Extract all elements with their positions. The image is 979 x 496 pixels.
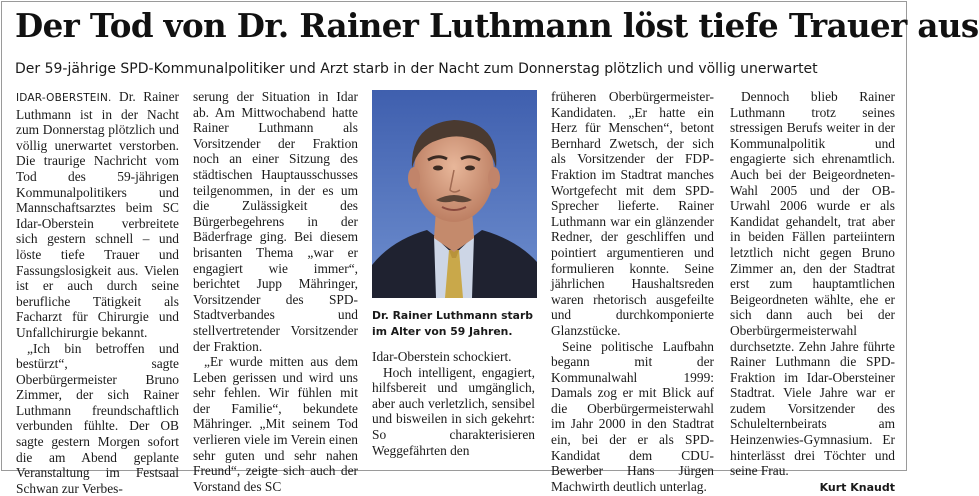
paragraph xyxy=(16,89,179,341)
paragraph: serung der Situation in Idar ab. Am Mittwochabend hatte Rainer Luthmann als Vorsitzender der Fraktion noch an einer Sitzung des städtischen Hauptausschusses teilgenommen, in der es um die Zulässigkeit des Bürgerbegehrens in der Bäderfrage ging. Bei diesem brisanten Thema „war er engagiert wie immer“, berichtet Jupp Mähringer, Vorsitzender des SPD-Stadtverbandes und stellvertretender Vorsitzender der Fraktion. xyxy=(193,89,358,354)
paragraph-text: Dr. Rainer Luthmann ist in der Nacht zum Donnerstag plötzlich und völlig unerwartet verstorben. Die traurige Nachricht vom Tod des 59-jährigen Kommunalpolitikers und Mannschaftsarztes beim SC Idar-Oberstein verbreitete sich gestern schnell – und löste tiefe Trauer und Fassungslosigkeit aus. Vielen ist er auch durch seine berufliche Tätigkeit als Facharzt für Chirurgie und Unfallchirurgie bekannt. xyxy=(16,89,179,340)
paragraph: „Er wurde mitten aus dem Leben gerissen und wird uns sehr fehlen. Wir fühlen mit der Familie“, bekundete Mähringer. „Mit seinem Tod verlieren viele im Verein einen sehr guten und sehr nahen Freund“, zeigte sich auch der Vorstand des SC xyxy=(193,354,358,494)
paragraph: früheren Oberbürgermeister-Kandidaten. „Er hatte ein Herz für Menschen“, betont Bernhard Zwetsch, der sich als Vorsitzender der FDP-Fraktion im Stadtrat manches Wortgefecht mit dem SPD-Sprecher lieferte. Rainer Luthmann war ein glänzender Redner, der geschliffen und pointiert argumentieren und formulieren konnte. Seine jährlichen Haushaltsreden waren rhetorisch ausgefeilte und durchkomponierte Glanzstücke. xyxy=(551,89,714,339)
subheadline: Der 59-jährige SPD-Kommunalpolitiker und Arzt starb in der Nacht zum Donnerstag plötzlich und völlig unerwartet xyxy=(15,59,905,79)
paragraph: Seine politische Laufbahn begann mit der Kommunalwahl 1999: Damals zog er mit Blick auf die Oberbürgermeisterwahl im Jahr 2000 in den Stadtrat ein, bei der er als SPD-Kandidat dem CDU-Bewerber Hans Jürgen Machwirth deutlich unterlag. xyxy=(551,339,714,495)
author-byline: Kurt Knaudt xyxy=(820,480,895,496)
paragraph: Dennoch blieb Rainer Luthmann trotz seines stressigen Berufs weiter in der Kommunalpolitik und engagierte sich ehrenamtlich. Auch bei der Beigeordneten-Wahl 2005 und der OB-Urwahl 2006 wurde er als Kandidat gehandelt, trat aber in beiden Fällen parteiintern letztlich nicht gegen Bruno Zimmer an, den der Stadtrat erst zum hauptamtlichen Beigeordneten wählte, ehe er sich dann auch bei der Oberbürgermeisterwahl durchsetzte. Zehn Jahre führte Rainer Luthmann die SPD-Fraktion im Idar-Obersteiner Stadtrat. Viele Jahre war er zudem Vorsitzender des Schulelternbeirats am Heinzenwies-Gymnasium. Er hinterlässt drei Töchter und seine Frau. xyxy=(730,89,895,479)
column-5 xyxy=(730,89,895,467)
photo-caption: Dr. Rainer Luthmann starb im Alter von 59 Jahren. xyxy=(372,308,542,340)
paragraph: „Ich bin betroffen und bestürzt“, sagte Oberbürgermeister Bruno Zimmer, der sich Rainer Luthmann freundschaftlich verbunden fühlte. Der OB sagte gestern Morgen sofort die am Abend geplante Veranstaltung im Festsaal Schwan zur Verbes- xyxy=(16,341,179,496)
column-2 xyxy=(193,89,358,467)
paragraph: Idar-Oberstein schockiert. xyxy=(372,349,535,365)
column-1 xyxy=(16,89,179,467)
column-3 xyxy=(372,349,535,467)
paragraph: Hoch intelligent, engagiert, hilfsbereit und umgänglich, aber auch verletzlich, sensibel und bisweilen in sich gekehrt: So charakterisieren Weggefährten den xyxy=(372,365,535,459)
dateline: IDAR-OBERSTEIN. xyxy=(16,92,112,104)
column-4 xyxy=(551,89,714,467)
portrait-photo xyxy=(372,90,537,298)
headline: Der Tod von Dr. Rainer Luthmann löst tiefe Trauer aus xyxy=(15,4,905,48)
